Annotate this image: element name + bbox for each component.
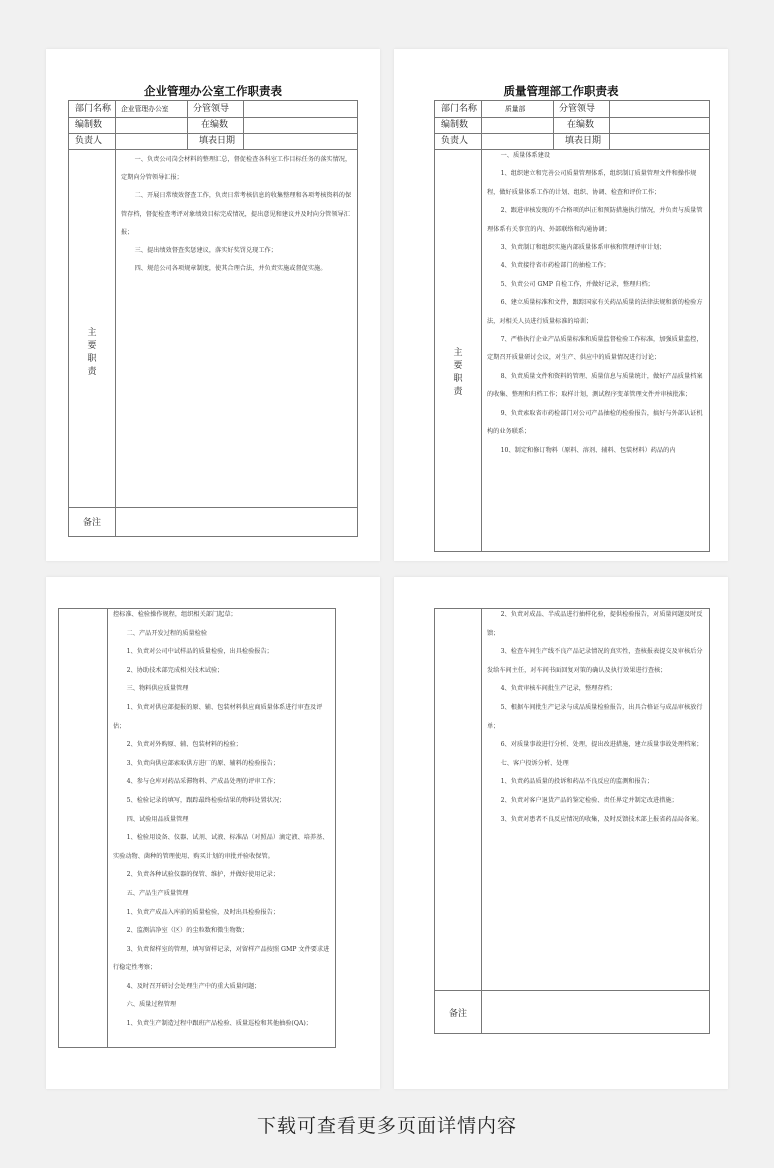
- duty-item: 9、负责索取省市药检部门对公司产品抽检的检验报告，搞好与外部认证机构的业务联系；: [487, 409, 703, 436]
- page-title: 质量管理部工作职责表: [503, 84, 619, 98]
- duty-item: 2、监测洁净室（区）的尘粒数和微生物数；: [126, 927, 249, 935]
- owner-label: 负责人: [441, 136, 469, 146]
- dept-label: 部门名称: [441, 104, 478, 114]
- duties-label-char: 责: [453, 387, 463, 397]
- date-value: [243, 133, 359, 149]
- duty-item: 5、检验记录的填写，跟踪最终检验结果的物料处置状况；: [126, 796, 286, 804]
- duties-content: [481, 147, 711, 460]
- duty-item: 三、提出绩效督查奖惩建议，落实好奖罚兑现工作；: [134, 247, 277, 255]
- duty-item: 2、负责对成品、半成品进行抽样化验，提供检验报告，对质量问题及时反馈；: [487, 611, 703, 637]
- staff-value: [481, 117, 553, 133]
- duty-item: 3、负责留样室的管理，填写留样记录，对留样产品按照 GMP 文件要求进行稳定性考察；: [113, 945, 330, 972]
- document-page-3: [46, 577, 380, 1089]
- duty-item: 二、开展日常绩效督查工作，负责日常考核信息的收集整理和各项考核资料的保管存档，督促检查考评对象绩效目标完成情况，提出意见和建议并及时向分管领导汇报；: [121, 192, 352, 236]
- header-row-dept: [69, 101, 357, 118]
- leader-value: [609, 101, 711, 117]
- duty-item: 5、负责公司 GMP 自检工作，并做好记录，整理归档；: [500, 280, 654, 288]
- duties-label-char: 要: [87, 341, 97, 351]
- duty-item: 6、建立质量标准和文件，跟踪国家有关药品质量的法律法规和新的检验方法，对相关人员进行质量标准的培训；: [487, 299, 703, 325]
- duty-item: 一、负责公司岗会材料的整理汇总，督促检查各科室工作目标任务的落实情况，定期向分管领导汇报；: [121, 156, 352, 182]
- duties-label-char: 职: [87, 354, 97, 364]
- owner-value: [115, 133, 187, 149]
- duty-item: 4、参与仓库对药品采滞物料、产成品处理的评审工作；: [126, 778, 280, 786]
- duty-item: 10、制定和修订物料（原料、溶剂、辅料、包装材料）药品的内: [500, 446, 676, 454]
- duties-label: [69, 327, 115, 379]
- duty-item: 2、跟进审核发现的不合格项的纠正和预防措施执行情况，并负责与质量管理体系有关事宜的内、外部联络和沟通协调；: [487, 207, 703, 233]
- dept-label: 部门名称: [75, 104, 112, 114]
- header-row-staff: [435, 117, 709, 134]
- leader-value: [243, 101, 359, 117]
- duty-item: 1、负责药品质量的投诉和药品不良反应的监测和报告；: [500, 778, 654, 786]
- duty-item: 1、负责对公司中试样品的质量检验，出具检验报告；: [126, 648, 273, 656]
- page-title: 企业管理办公室工作职责表: [144, 84, 282, 98]
- duties-label-char: 主: [453, 348, 463, 358]
- document-page-1: [46, 49, 380, 561]
- duty-heading: 一、质量体系建设: [500, 152, 551, 159]
- staff-label: 编制数: [75, 120, 103, 130]
- duty-table-continued: [434, 608, 710, 1034]
- duty-heading: 七、客户投诉分析、处理: [500, 759, 569, 767]
- duty-table-continued: [58, 608, 336, 1048]
- duty-item: 1、检验用设备、仪器、试剂、试液、标准品（对照品）滴定液、培养基、实验动物、菌种的管理使用、购买计划的审批并验收保管。: [113, 834, 329, 860]
- duty-item: 四、规范公司各项规章制度，使其合理合法，并负责实施或督促实施。: [134, 265, 327, 273]
- duty-heading: 二、产品开发过程的质量检验: [126, 629, 208, 637]
- duty-item: 1、负责产成品入库前的质量检验，及时出具检验报告；: [126, 908, 280, 916]
- duty-item: 2、负责对客户退货产品的鉴定检验、责任界定并制定改进措施；: [500, 796, 678, 804]
- date-label: 填表日期: [199, 136, 236, 146]
- duties-content: [107, 606, 337, 1034]
- onstaff-value: [609, 117, 711, 133]
- duty-item: 3、负责制订和组织实施内部质量体系审核和管理评审计划；: [500, 244, 666, 252]
- duty-item: 2、负责对外购原、辅、包装材料的检验；: [126, 741, 242, 749]
- duty-heading: 三、物料供应质量管理: [126, 685, 189, 693]
- owner-label: 负责人: [75, 136, 103, 146]
- duty-table: [68, 100, 358, 537]
- duties-label-char: 要: [453, 361, 463, 371]
- leader-label: 分管领导: [193, 104, 230, 114]
- remark-label: 备注: [448, 1009, 467, 1019]
- duty-item: 3、负责对患者不良反应情况的收集，及时反馈技术部上报省药品局备案。: [500, 815, 703, 823]
- duties-label-char: 职: [453, 374, 463, 384]
- header-row-dept: [435, 101, 709, 118]
- remark-label: 备注: [82, 518, 101, 528]
- duty-item: 2、负责各种试验仪器的保管、维护，并做好使用记录；: [126, 871, 280, 879]
- duty-table: [434, 100, 710, 552]
- duty-item: 2、协助技术部完成相关技术试验；: [126, 666, 224, 674]
- duties-label-char: 主: [87, 328, 97, 338]
- duties-label: [435, 347, 481, 399]
- header-row-staff: [69, 117, 357, 134]
- duty-item: 4、及时召开研讨会处理生产中的重大质量问题；: [126, 982, 261, 990]
- duty-item: 1、组织建立和完善公司质量管理体系，组织制订质量管理文件和操作规程，做好质量体系工作的计划、组织、协调、检查和评价工作；: [487, 170, 697, 196]
- download-more-caption: 下载可查看更多页面详情内容: [256, 1115, 517, 1137]
- duty-item: 3、检查车间生产线不良产品记录情况的真实性，查核报表提交及审核后分发给车间主任，对车间书面回复对策的确认及执行效果进行查核；: [487, 648, 703, 674]
- duty-item: 控标准、检验操作规程，组织相关部门起草；: [113, 611, 237, 618]
- onstaff-value: [243, 117, 359, 133]
- staff-value: [115, 117, 187, 133]
- duty-item: 4、负责审核车间批生产记录，整理存档；: [500, 685, 616, 693]
- document-page-2: [394, 49, 728, 561]
- date-label: 填表日期: [565, 136, 602, 146]
- duty-heading: 六、质量过程管理: [126, 1001, 177, 1009]
- staff-label: 编制数: [441, 120, 469, 130]
- duties-label-char: 责: [87, 367, 97, 377]
- duty-item: 7、严格执行企业产品质量标准和质量监督检验工作标准，加强质量监控，定期召开质量研讨会议，对生产、供应中的质量情况进行讨论；: [487, 336, 703, 362]
- duty-item: 1、负责对供应部提报的原、辅、包装材料供应商质量体系进行审查及评估；: [113, 703, 323, 730]
- dept-value: 质量部: [505, 105, 526, 113]
- duty-item: 8、负责质量文件和资料的管理、质量信息与质量统计，做好产品质量档案的收集、整理和归档工作；取样计划，测试程序变革管理文件并审核批准；: [487, 372, 703, 399]
- leader-label: 分管领导: [559, 104, 596, 114]
- duty-item: 4、负责接待省市药检部门的抽检工作；: [500, 262, 610, 270]
- dept-value: 企业管理办公室: [121, 105, 169, 113]
- duty-item: 5、根据车间批生产记录与成品质量检验报告，出具合格证与成品审核放行单；: [487, 703, 703, 730]
- duties-content: [115, 151, 359, 278]
- duty-item: 6、对质量事故进行分析、处理，提出改进措施，建立质量事故处理档案；: [500, 741, 703, 749]
- onstaff-label: 在编数: [201, 120, 229, 130]
- duty-item: 3、负责向供应部索取供方进厂的原、辅料的检验报告；: [126, 759, 280, 767]
- onstaff-label: 在编数: [567, 120, 595, 130]
- document-page-4: [394, 577, 728, 1089]
- header-row-owner: [69, 133, 357, 150]
- duty-heading: 四、试验用品质量管理: [126, 815, 189, 823]
- duty-heading: 五、产品生产质量管理: [126, 889, 189, 897]
- duties-content: [481, 606, 711, 829]
- duty-item: 1、负责生产制造过程中跟班产品检验、质量巡检和其他抽验(QA)；: [126, 1020, 312, 1028]
